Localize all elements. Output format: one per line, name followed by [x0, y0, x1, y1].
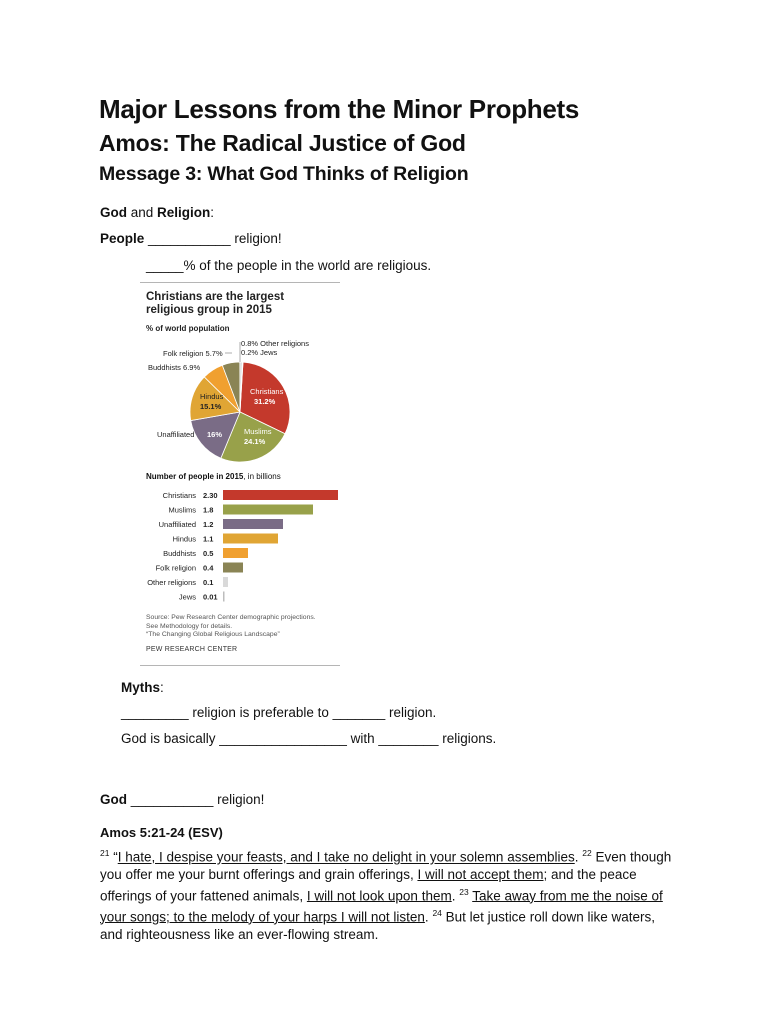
- source-line-2: See Methodology for details.: [146, 622, 233, 630]
- god-religion-blank: ___________ religion!: [127, 792, 265, 807]
- label-muslims-name: Muslims: [244, 427, 272, 436]
- underlined-phrase-4: Take away from me the noise of your songs; to the melody of your harps I will not listen: [100, 888, 663, 924]
- scripture-passage: [100, 845, 678, 943]
- god-label-2: God: [100, 792, 127, 807]
- god-religion-line: [100, 792, 264, 807]
- bar-value-buddhists: 0.5: [203, 549, 214, 558]
- label-hindus-name: Hindus: [200, 392, 224, 401]
- myth-line-2: God is basically _________________ with ________ religions.: [121, 731, 497, 746]
- chart-bottom-rule: [140, 665, 340, 666]
- bar-hindus: [223, 534, 278, 544]
- chart-source: [146, 614, 316, 640]
- bar-folk-religion: [223, 563, 243, 573]
- percent-religious-line: _____% of the people in the world are religious.: [146, 258, 432, 273]
- colon: :: [210, 205, 215, 220]
- passage-text: .: [424, 909, 433, 924]
- label-hindus-value: 15.1%: [200, 402, 222, 411]
- label-unaffiliated-value: 16%: [207, 430, 223, 439]
- bar-chart-title-rest: , in billions: [243, 472, 281, 481]
- bar-value-jews: 0.01: [203, 592, 218, 602]
- verse-24-number: 24: [432, 907, 442, 918]
- myths-heading: [121, 680, 164, 695]
- pew-chart-figure: [140, 282, 340, 668]
- god-and-religion-line: [100, 205, 214, 220]
- bar-value-muslims: 1.8: [203, 505, 214, 515]
- label-christians-name: Christians: [250, 387, 284, 396]
- bar-category-buddhists: Buddhists: [163, 549, 196, 558]
- bar-category-folk-religion: Folk religion: [155, 563, 196, 573]
- underlined-phrase-2: I will not accept them: [417, 867, 544, 882]
- passage-text: “: [109, 849, 118, 865]
- source-line-1: Source: Pew Research Center demographic projections.: [146, 614, 316, 621]
- chart-top-rule: [140, 282, 340, 283]
- bar-category-jews: Jews: [178, 592, 196, 602]
- bar-category-christians: Christians: [162, 491, 196, 500]
- verse-22-number: 22: [582, 848, 592, 858]
- bar-category-hindus: Hindus: [172, 534, 196, 544]
- label-christians-value: 31.2%: [254, 397, 276, 406]
- message-title: Message 3: What God Thinks of Religion: [99, 163, 469, 185]
- document-subtitle: Amos: The Radical Justice of God: [99, 130, 466, 156]
- verse-21-number: 21: [100, 848, 110, 858]
- underlined-phrase-3: I will not look upon them: [306, 888, 452, 903]
- bar-value-other-religions: 0.1: [203, 578, 214, 587]
- verse-23-number: 23: [459, 886, 469, 897]
- bar-value-christians: 2.30: [203, 491, 218, 500]
- label-folk-religion: Folk religion 5.7%: [163, 349, 223, 358]
- passage-text: Even though you offer me your burnt offerings and grain offerings,: [100, 849, 672, 882]
- bar-other-religions: [223, 577, 228, 587]
- bar-category-other-religions: Other religions: [147, 578, 196, 587]
- religion-label: Religion: [157, 205, 211, 220]
- bar-christians: [223, 490, 338, 500]
- bar-chart-title: [146, 472, 281, 481]
- bar-chart-title-bold: Number of people in 2015: [146, 472, 244, 481]
- bar-category-muslims: Muslims: [168, 505, 196, 515]
- label-unaffiliated-name: Unaffiliated: [157, 430, 195, 439]
- people-line: [100, 231, 282, 246]
- label-jews: 0.2% Jews: [241, 348, 278, 357]
- myths-label: Myths: [121, 680, 161, 695]
- label-buddhists: Buddhists 6.9%: [148, 363, 201, 372]
- pie-chart-title: Christians are the largest religious group in 2015: [146, 291, 285, 316]
- pie-chart-subtitle: % of world population: [146, 324, 230, 333]
- bar-unaffiliated: [223, 519, 283, 529]
- pew-brand-label: PEW RESEARCH CENTER: [146, 646, 238, 653]
- document-title: Major Lessons from the Minor Prophets: [99, 94, 580, 124]
- myth-line-1: _________ religion is preferable to _______ religion.: [121, 705, 437, 720]
- bar-category-unaffiliated: Unaffiliated: [158, 520, 196, 529]
- people-blank: ___________ religion!: [144, 231, 282, 246]
- bar-jews: [223, 592, 225, 602]
- and-label: and: [127, 205, 158, 220]
- myths-colon: :: [160, 680, 164, 695]
- passage-text: .: [451, 888, 460, 903]
- underlined-phrase-1: I hate, I despise your feasts, and I take no delight in your solemn assemblies: [117, 849, 575, 865]
- bar-buddhists: [223, 548, 248, 558]
- source-line-3: “The Changing Global Religious Landscape”: [146, 631, 280, 638]
- label-muslims-value: 24.1%: [244, 437, 266, 446]
- passage-text: But let justice roll down like waters, and righteousness like an ever-flowing stream.: [100, 909, 655, 942]
- bar-chart: [140, 486, 340, 606]
- passage-text: .: [574, 849, 583, 865]
- bar-muslims: [223, 505, 313, 515]
- label-other-religions: 0.8% Other religions: [241, 339, 309, 348]
- bar-value-folk-religion: 0.4: [203, 563, 214, 573]
- god-label: God: [100, 205, 127, 220]
- bar-value-unaffiliated: 1.2: [203, 520, 214, 529]
- people-label: People: [100, 231, 145, 246]
- bar-value-hindus: 1.1: [203, 534, 214, 544]
- passage-text: ; and the peace offerings of your fattened animals,: [100, 867, 637, 903]
- scripture-reference: Amos 5:21-24 (ESV): [100, 825, 223, 840]
